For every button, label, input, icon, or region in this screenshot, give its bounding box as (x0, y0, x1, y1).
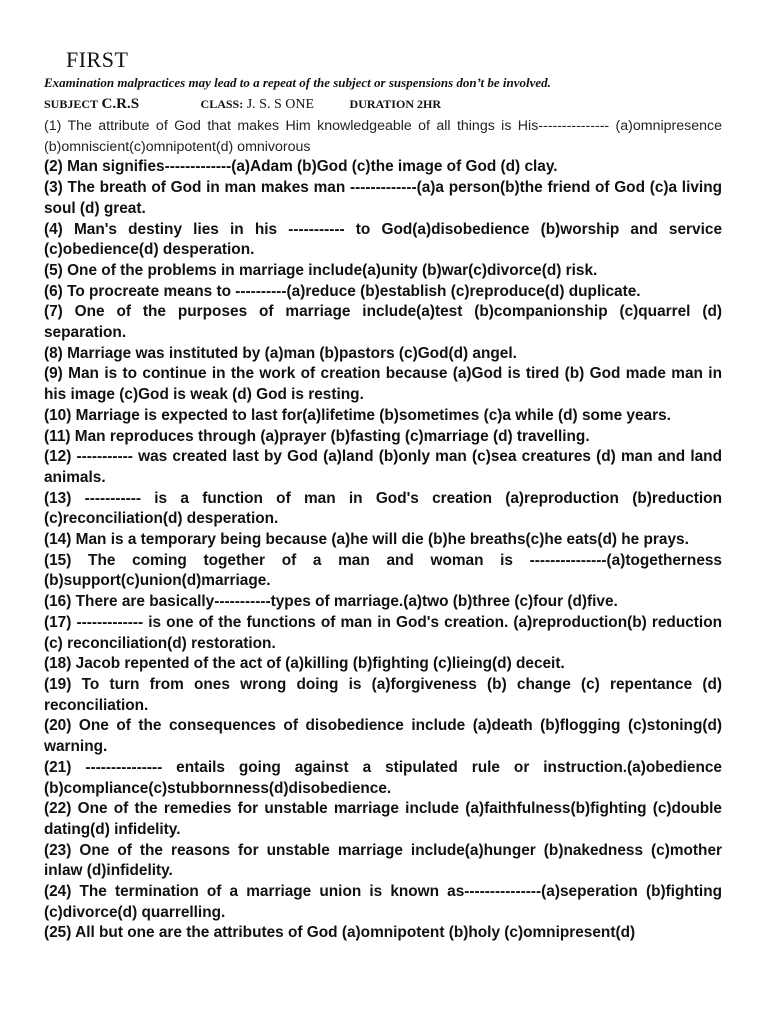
question-24: (24) The termination of a marriage union is known as---------------(a)seperation (b)fighting (c)divorce(d) quarrelling. (44, 883, 722, 921)
question-16: (16) There are basically-----------types of marriage.(a)two (b)three (c)four (d)five. (44, 593, 618, 611)
question-8: (8) Marriage was instituted by (a)man (b)pastors (c)God(d) angel. (44, 344, 517, 362)
question-6: (6) To procreate means to ----------(a)reduce (b)establish (c)reproduce(d) duplicate. (44, 282, 641, 300)
question-13: (13) ----------- is a function of man in God's creation (a)reproduction (b)reduction (c)reconciliation(d) desperation. (44, 489, 722, 528)
question-17: (17) ------------- is one of the functions of man in God's creation. (a)reproduction(b) reduction (c) reconciliation(d) restoration. (44, 613, 722, 652)
exam-page (44, 46, 722, 944)
question-14: (14) Man is a temporary being because (a)he will die (b)he breaths(c)he eats(d) he prays. (44, 531, 689, 549)
question-12: (12) ----------- was created last by God (a)land (b)only man (c)sea creatures (d) man and land animals. (44, 448, 722, 486)
question-23: (23) One of the reasons for unstable marriage include(a)hunger (b)nakedness (c)mother inlaw (d)infidelity. (44, 841, 722, 880)
question-1: (1) The attribute of God that makes Him knowledgeable of all things is His--------------- (a)omnipresence (b)omniscient(c)omnipotent(d) omnivorous (44, 118, 722, 155)
question-25: (25) All but one are the attributes of God (a)omnipotent (b)holy (c)omnipresent(d) (44, 924, 636, 942)
duration-label: DURATION 2HR (349, 97, 441, 111)
question-20: (20) One of the consequences of disobedience include (a)death (b)flogging (c)stoning(d) warning. (44, 717, 722, 756)
class-value: J. S. S ONE (246, 97, 315, 112)
question-10: (10) Marriage is expected to last for(a)lifetime (b)sometimes (c)a while (d) some years. (44, 406, 671, 424)
question-11: (11) Man reproduces through (a)prayer (b)fasting (c)marriage (d) travelling. (44, 427, 590, 445)
class-label: CLASS: (200, 97, 244, 111)
exam-info-line (44, 95, 722, 114)
subject-value: C.R.S (101, 96, 140, 112)
question-4: (4) Man's destiny lies in his ----------- to God(a)disobedience (b)worship and service (c)obedience(d) desperation. (44, 220, 722, 259)
question-19: (19) To turn from ones wrong doing is (a)forgiveness (b) change (c) repentance (d) reconciliation. (44, 675, 722, 714)
question-21: (21) --------------- entails going against a stipulated rule or instruction.(a)obedience (b)compliance(c)stubbornness(d)disobedience. (44, 758, 722, 797)
question-3: (3) The breath of God in man makes man -------------(a)a person(b)the friend of God (c)a living soul (d) great. (44, 179, 722, 217)
question-22: (22) One of the remedies for unstable marriage include (a)faithfulness(b)fighting (c)double dating(d) infidelity. (44, 800, 722, 838)
exam-title: FIRST (66, 47, 129, 72)
question-7: (7) One of the purposes of marriage include(a)test (b)companionship (c)quarrel (d) separation. (44, 303, 722, 342)
question-9: (9) Man is to continue in the work of creation because (a)God is tired (b) God made man in his image (c)God is weak (d) God is resting. (44, 365, 722, 404)
malpractice-notice: Examination malpractices may lead to a repeat of the subject or suspensions don’t be involved. (44, 75, 551, 90)
question-5: (5) One of the problems in marriage include(a)unity (b)war(c)divorce(d) risk. (44, 261, 598, 279)
question-15: (15) The coming together of a man and woman is ---------------(a)togetherness (b)support(c)union(d)marriage. (44, 551, 722, 590)
question-2: (2) Man signifies-------------(a)Adam (b)God (c)the image of God (d) clay. (44, 158, 558, 176)
subject-label: SUBJECT (44, 97, 99, 111)
question-18: (18) Jacob repented of the act of (a)killing (b)fighting (c)lieing(d) deceit. (44, 655, 565, 673)
